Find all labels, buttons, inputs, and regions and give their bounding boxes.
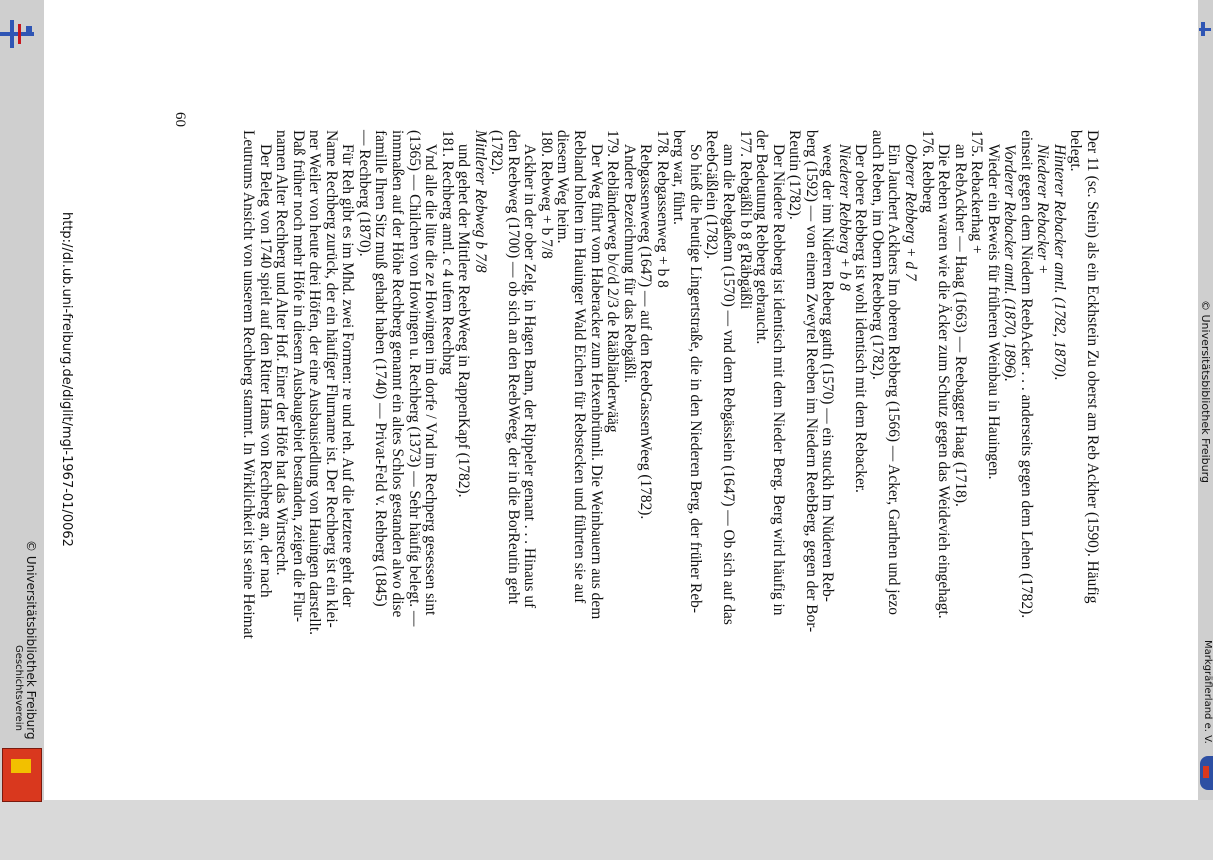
text-line: Niederer Rebacker + — [1034, 144, 1052, 275]
page-body-text — [180, 130, 1100, 690]
text-line: (1782). — [488, 130, 506, 175]
text-line: Der Weg führt vom Haberacker zum Hexenbrünnli. Die Weinbauern aus dem — [587, 144, 605, 620]
text-line: Der obere Rebberg ist wohl identisch mit dem Rebacker. — [852, 144, 870, 493]
text-line: und gehet der Mittlere ReebWeeg in RappenKapf (1782). — [455, 144, 473, 498]
text-line: ann die Rebgaßenn (1570) — vnd dem Rebgässlein (1647) — Ob sich auf das — [719, 144, 737, 625]
text-line: berg (1592) — von einem Zweytel Reeben im Niedern ReebBerg, gegen der Bor- — [802, 130, 820, 633]
text-line: Der Beleg von 1740 spielt auf den Ritter Hans von Rechberg an, der nach — [256, 144, 274, 598]
entry-heading: 175. Rebackerhag + — [968, 130, 986, 254]
entry-heading: 181. Rechberg amtl. c 4 ufem Reechbrg — [438, 130, 456, 375]
text-line: — Rechberg (1870). — [355, 130, 373, 257]
text-line: einseit gegen dem Niedern ReebAcker . . . anderseits gegen dem Lehen (1782). — [1017, 130, 1035, 619]
text-line: Die Reben waren wie die Äcker zum Schutz gegen das Weidevieh eingehagt. — [935, 144, 953, 619]
footer-url: http://dl.ub.uni-freiburg.de/diglit/mgl-1967-01/0062 — [59, 212, 74, 547]
text-line: weeg der inn Nideren Reberg gatth (1570) — ein stuckh Im Nüderen Reb- — [819, 144, 837, 602]
entry-heading: 179. Rebländerweg b/c/d 2/3 de Rääbländerwääg — [604, 130, 622, 433]
entry-heading: 180. Rebweg + b 7/8 — [537, 130, 555, 259]
text-line: Rebland holten im Hauinger Wald Eichen für Rebstecken und führten sie auf — [571, 130, 589, 604]
text-line: Oberer Rebberg + d 7 — [901, 144, 919, 281]
footer-credit-left: Geschichtsverein — [13, 645, 24, 731]
text-line: Vnd alle die lüte die ze Howingen im dorfe / Vnd im Rechperg gesessen sint — [422, 144, 440, 616]
entry-heading: 177. Rebgäßli b 8 g'Räbgäßli — [736, 130, 754, 310]
text-line: famille Ihren Sitz muß gehabt haben (1740) — Privat-Feld v. Rehberg (1845) — [372, 130, 390, 607]
text-line: Der 11 (sc. Stein) als ein Eckhstein Zu oberst am Reb Ackher (1590). Häufig — [1084, 130, 1101, 604]
text-line: Für Reh gibt es im Mhd. zwei Formen: re und reh. Auf die letztere geht der — [339, 144, 357, 607]
text-line: der Bedeutung Rebberg gebraucht. — [753, 130, 771, 345]
text-line: innmaßen auf der Höhe Rechberg genannt ein altes Schlos gestanden alwo dise — [389, 130, 407, 618]
text-line: diesem Weg heim. — [554, 130, 572, 244]
page-number: 60 — [172, 112, 188, 127]
text-line: Der Niedere Rebberg ist identisch mit dem Nieder Berg. Berg wird häufig in — [769, 144, 787, 616]
text-line: (1365) — Chilchen von Howingen u. Rechberg (1373) — Sehr häufig belegt. — — [405, 130, 423, 627]
entry-heading: 178. Rebgassenweg + b 8 — [653, 130, 671, 288]
text-line: berg war, führt. — [670, 130, 688, 225]
text-line: Vorderer Rebacker amtl. (1870, 1896). — [1001, 144, 1019, 382]
text-line: ReebGäßlein (1782). — [703, 130, 721, 260]
text-line: den Reebweg (1700) — ob sich an den ReebWeeg, der in die BorReutin geht — [504, 130, 522, 605]
text-line: Ackher in der ober Zelg, in Hagen Bann, der Rippeler genant . . . Hinaus uf — [521, 144, 539, 609]
text-line: Niederer Rebberg + b 8 — [835, 144, 853, 291]
text-line: auch Reben, im Obern Reebberg (1782). — [868, 130, 886, 380]
text-line: belegt. — [1067, 130, 1085, 172]
footer-copyright: © Universitätsbibliothek Freiburg — [24, 540, 38, 740]
text-line: So hieß die heutige Lingertstraße, die in den Niederen Berg, der früher Reb- — [686, 144, 704, 613]
text-line: Daß früher noch mehr Höfe in diesem Ausbaugebiet bestanden, zeigen die Flur- — [289, 130, 307, 623]
library-logo-icon-right — [1199, 20, 1211, 38]
text-line: Andere Bezeichnung für das Rebgäßli. — [620, 144, 638, 383]
entry-heading: 176. Rebberg — [918, 130, 936, 213]
text-line: ner Weiler von heute drei Höfen, der eine Ausbausiedlung von Hauingen darstellt. — [306, 130, 324, 635]
text-line: Hinterer Rebacker amtl. (1782, 1870). — [1050, 144, 1068, 381]
text-line: Rebgassenweeg (1647) — auf den ReebGassenWeeg (1782). — [637, 144, 655, 520]
text-line: Name Rechberg zurück, der ein häufiger Flurname ist. Der Rechberg ist ein klei- — [322, 130, 340, 628]
text-line: Leutrums Ansicht von unserem Rechberg stammt. In Wirklichkeit ist seine Heimat — [240, 130, 258, 639]
header-copyright-fragment: © Universitätsbibliothek Freiburg — [1199, 300, 1212, 483]
library-logo-icon — [0, 20, 34, 48]
footer-credit-right: Markgräflerland e. V. — [1202, 640, 1213, 744]
text-line: namen Alter Rechberg und Alter Hof. Einer der Höfe hat das Wirtsrecht. — [273, 130, 291, 576]
text-line: Wieder ein Beweis für früheren Weinbau in Hauingen. — [984, 144, 1002, 480]
text-line: Reutin (1782). — [786, 130, 804, 220]
text-line: Ein Jauchert Ackhers Im oberen Rebberg (1566) — Acker, Garthen und jezo — [885, 144, 903, 615]
text-line: Mittlerer Rebweg b 7/8 — [471, 130, 489, 273]
text-line: an RebAckher — Haag (1663) — Reebagger Haag (1718). — [951, 144, 969, 507]
